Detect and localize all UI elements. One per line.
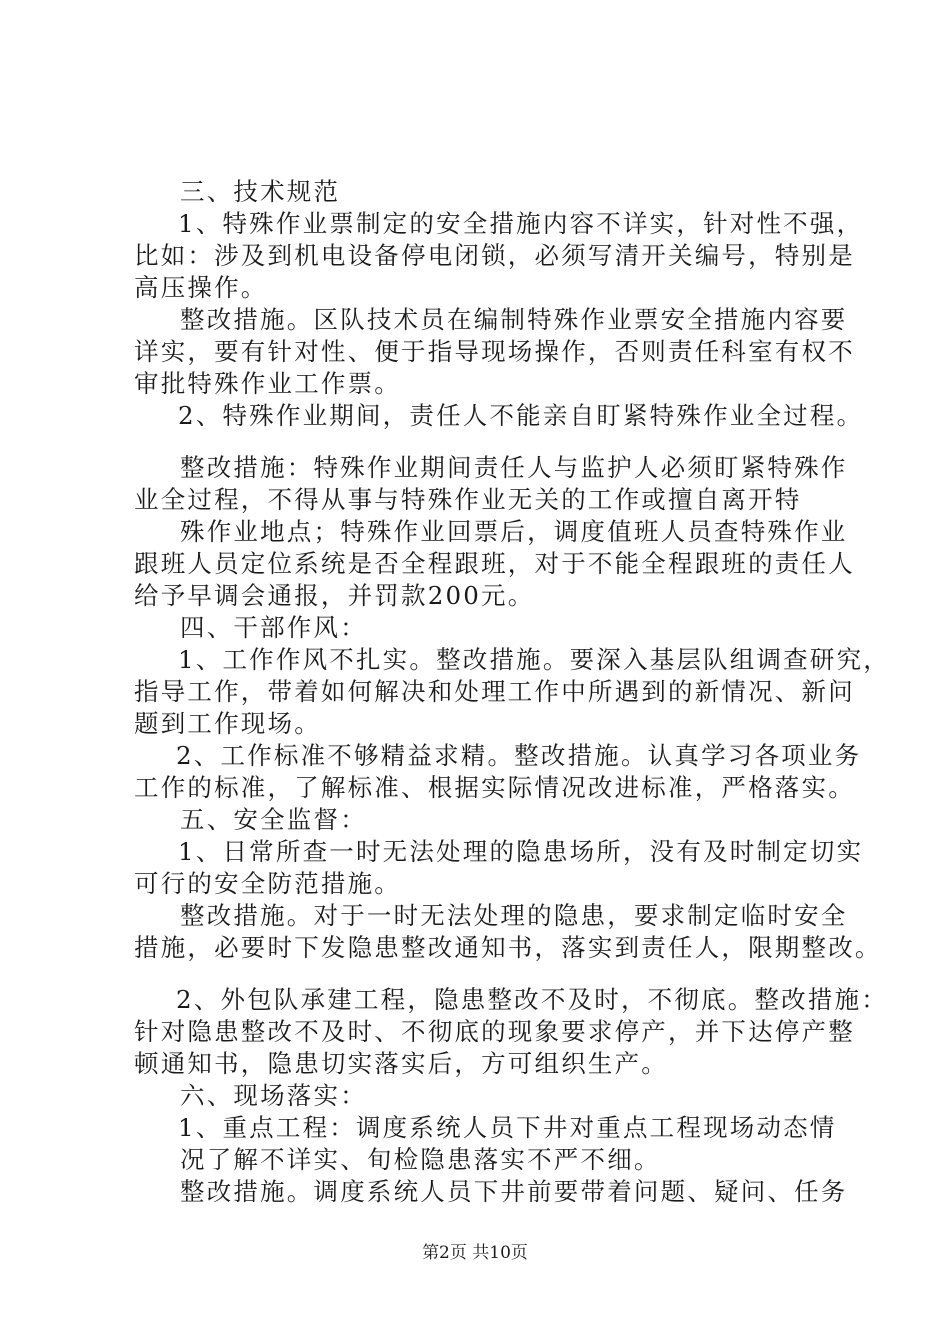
paragraph-line: 比如：涉及到机电设备停电闭锁，必须写清开关编号，特别是 <box>134 241 855 270</box>
paragraph-line: 题到工作现场。 <box>134 709 321 738</box>
paragraph-line: 工作的标准，了解标准、根据实际情况改进标准，严格落实。 <box>134 773 855 802</box>
paragraph-line: 2、特殊作业期间，责任人不能亲自盯紧特殊作业全过程。 <box>178 401 864 430</box>
paragraph-line: 详实，要有针对性、便于指导现场操作，否则责任科室有权不 <box>134 337 855 366</box>
paragraph-line: 整改措施。调度系统人员下井前要带着问题、疑问、任务 <box>180 1177 848 1206</box>
paragraph-line: 2、外包队承建工程，隐患整改不及时，不彻底。整改措施： <box>176 985 888 1014</box>
paragraph-line: 审批特殊作业工作票。 <box>134 369 401 398</box>
paragraph-line: 给予早调会通报，并罚款200元。 <box>134 581 535 610</box>
paragraph-line: 1、工作作风不扎实。整改措施。要深入基层队组调查研究， <box>178 645 890 674</box>
paragraph-line: 殊作业地点；特殊作业回票后，调度值班人员查特殊作业 <box>180 517 848 546</box>
paragraph-line: 针对隐患整改不及时、不彻底的现象要求停产，并下达停产整 <box>134 1017 855 1046</box>
heading-site-implementation: 六、现场落实： <box>180 1081 367 1110</box>
paragraph-line: 整改措施。对于一时无法处理的隐患，要求制定临时安全 <box>180 901 848 930</box>
paragraph-line: 措施，必要时下发隐患整改通知书，落实到责任人，限期整改。 <box>134 933 882 962</box>
heading-cadre-style: 四、干部作风： <box>180 613 367 642</box>
page-number-footer: 第2页 共10页 <box>422 1243 528 1263</box>
paragraph-line: 2、工作标准不够精益求精。整改措施。认真学习各项业务 <box>176 741 862 770</box>
paragraph-line: 顿通知书，隐患切实落实后，方可组织生产。 <box>134 1049 668 1078</box>
paragraph-line: 整改措施。区队技术员在编制特殊作业票安全措施内容要 <box>180 305 848 334</box>
paragraph-line: 高压操作。 <box>134 273 268 302</box>
paragraph-line: 1、特殊作业票制定的安全措施内容不详实，针对性不强， <box>178 209 864 238</box>
heading-technical-standards: 三、技术规范 <box>180 177 341 206</box>
heading-safety-supervision: 五、安全监督： <box>180 805 367 834</box>
paragraph-line: 业全过程，不得从事与特殊作业无关的工作或擅自离开特 <box>134 485 802 514</box>
paragraph-line: 可行的安全防范措施。 <box>134 869 401 898</box>
paragraph-line: 跟班人员定位系统是否全程跟班，对于不能全程跟班的责任人 <box>134 549 855 578</box>
paragraph-line: 整改措施：特殊作业期间责任人与监护人必须盯紧特殊作 <box>180 453 848 482</box>
paragraph-line: 1、日常所查一时无法处理的隐患场所，没有及时制定切实 <box>178 837 864 866</box>
paragraph-line: 指导工作，带着如何解决和处理工作中所遇到的新情况、新问 <box>134 677 855 706</box>
paragraph-line: 况了解不详实、旬检隐患落实不严不细。 <box>180 1145 661 1174</box>
paragraph-line: 1、重点工程：调度系统人员下井对重点工程现场动态情 <box>178 1113 837 1142</box>
